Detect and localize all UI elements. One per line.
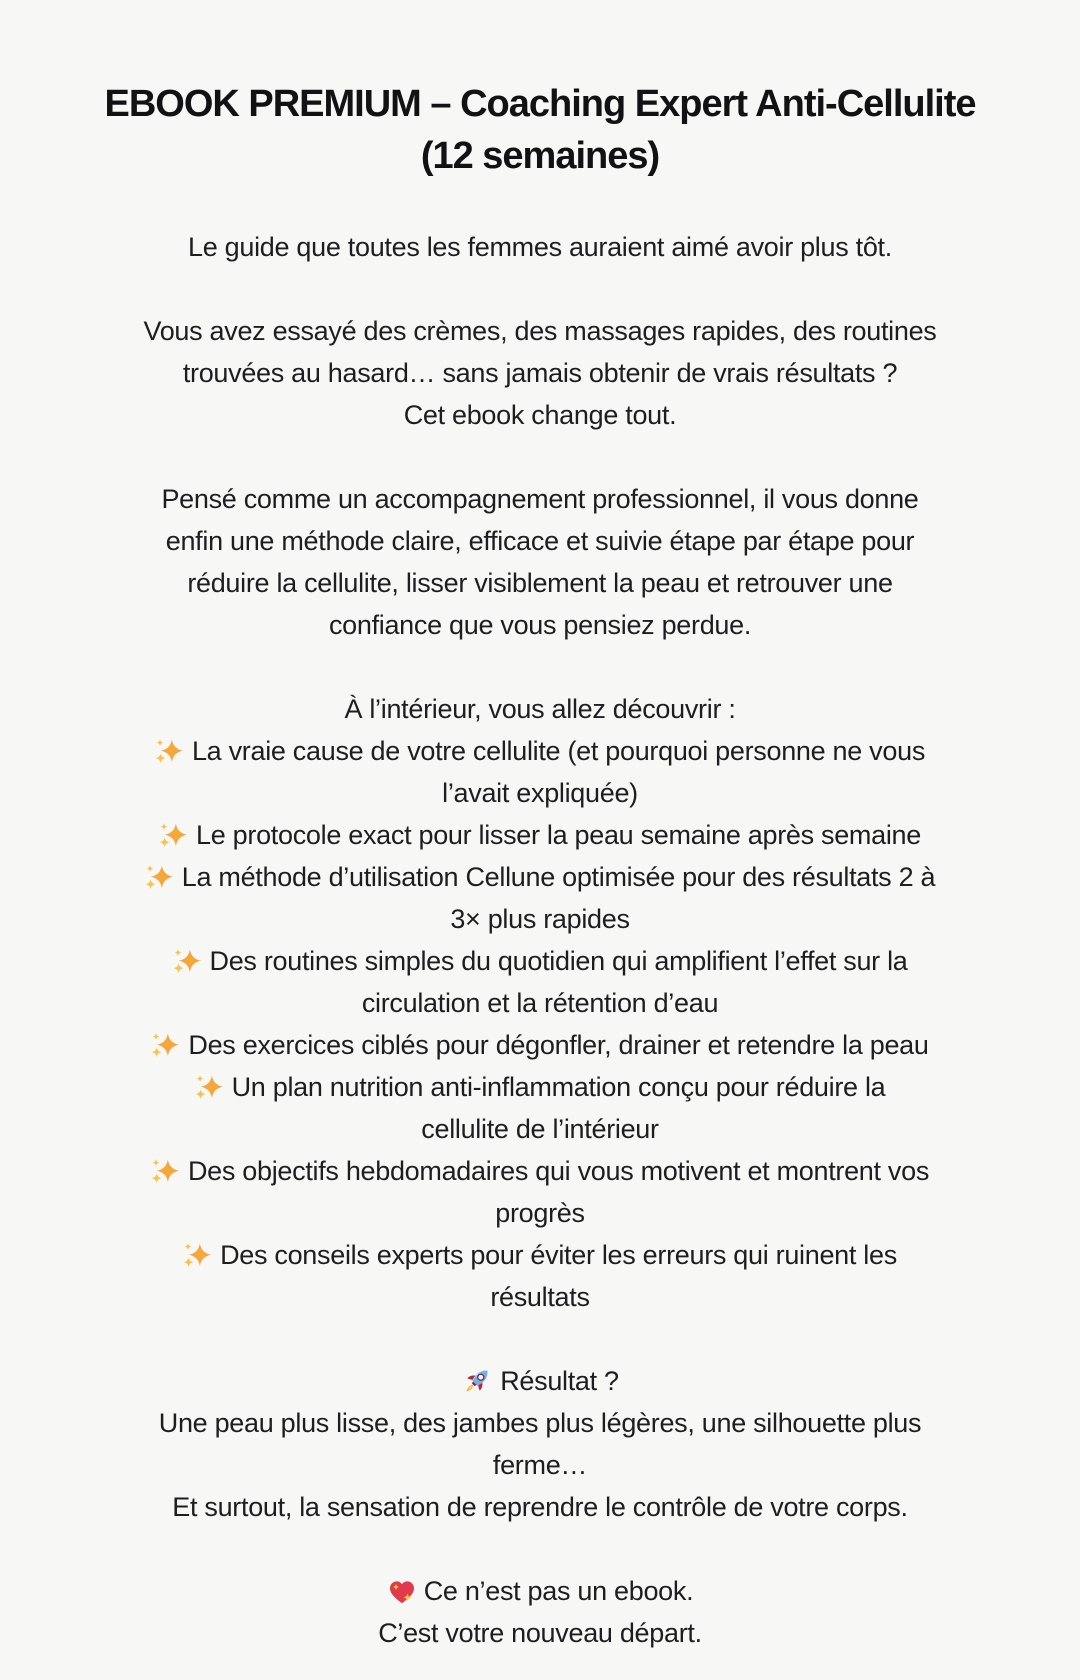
- text-line: Résultat ?: [461, 1366, 619, 1396]
- text-line: La vraie cause de votre cellulite (et pourquoi personne ne vous: [155, 736, 925, 766]
- closing-section: [50, 1570, 1030, 1654]
- result-heading: [50, 1360, 1030, 1402]
- text-line: cellulite de l’intérieur: [421, 1114, 659, 1144]
- text-line: Une peau plus lisse, des jambes plus légères, une silhouette plus: [158, 1408, 922, 1438]
- text-line: Un plan nutrition anti-inflammation conçu pour réduire la: [195, 1072, 886, 1102]
- intro-paragraph: [50, 310, 1030, 436]
- list-item: [50, 1024, 1030, 1066]
- text-line: circulation et la rétention d’eau: [361, 988, 719, 1018]
- text-line: Vous avez essayé des crèmes, des massages rapides, des routines: [143, 316, 937, 346]
- list-item: [50, 1066, 1030, 1150]
- closing-line-2: [50, 1612, 1030, 1654]
- text-line: Et surtout, la sensation de reprendre le contrôle de votre corps.: [172, 1492, 908, 1522]
- tagline: [50, 226, 1030, 268]
- text-line: Cet ebook change tout.: [403, 400, 677, 430]
- sparkles-icon: [159, 821, 189, 851]
- sparkles-icon: [155, 737, 185, 767]
- page-title: [50, 78, 1030, 182]
- text-line: Des conseils experts pour éviter les erreurs qui ruinent les: [183, 1240, 897, 1270]
- sparkles-icon: [183, 1241, 213, 1271]
- list-item: [50, 940, 1030, 1024]
- text-line: Des objectifs hebdomadaires qui vous motivent et montrent vos: [151, 1156, 929, 1186]
- method-paragraph: [50, 478, 1030, 646]
- text-line: Le guide que toutes les femmes auraient aimé avoir plus tôt.: [188, 232, 892, 262]
- text-line: progrès: [495, 1198, 585, 1228]
- text-line: réduire la cellulite, lisser visiblement la peau et retrouver une: [187, 568, 893, 598]
- text-line: ferme…: [492, 1450, 588, 1480]
- list-item: [50, 1234, 1030, 1318]
- text-line: Ce n’est pas un ebook.: [387, 1576, 694, 1606]
- result-paragraph: [50, 1402, 1030, 1528]
- text-line: La méthode d’utilisation Cellune optimisée pour des résultats 2 à: [145, 862, 935, 892]
- rocket-icon: [461, 1365, 493, 1397]
- text-line: C’est votre nouveau départ.: [378, 1618, 702, 1648]
- list-item: [50, 856, 1030, 940]
- text-line: confiance que vous pensiez perdue.: [328, 610, 752, 640]
- text-line: Des exercices ciblés pour dégonfler, drainer et retendre la peau: [151, 1030, 928, 1060]
- text-line: trouvées au hasard… sans jamais obtenir de vrais résultats ?: [182, 358, 898, 388]
- sparkles-icon: [173, 947, 203, 977]
- text-line: résultats: [490, 1282, 590, 1312]
- result-section: [50, 1360, 1030, 1528]
- sparkles-icon: [151, 1031, 181, 1061]
- text-line: Des routines simples du quotidien qui amplifient l’effet sur la: [173, 946, 908, 976]
- ebook-description-page: [50, 0, 1030, 1654]
- text-line: 3× plus rapides: [450, 904, 630, 934]
- closing-line-1: [50, 1570, 1030, 1612]
- discover-heading: [50, 688, 1030, 730]
- list-item: [50, 814, 1030, 856]
- list-item: [50, 730, 1030, 814]
- title-line-1: EBOOK PREMIUM – Coaching Expert Anti-Cellulite: [104, 83, 976, 125]
- discover-section: [50, 688, 1030, 1318]
- sparkles-icon: [195, 1073, 225, 1103]
- text-line: enfin une méthode claire, efficace et suivie étape par étape pour: [165, 526, 915, 556]
- sparkles-icon: [151, 1157, 181, 1187]
- text-line: À l’intérieur, vous allez découvrir :: [344, 694, 736, 724]
- text-line: l’avait expliquée): [442, 778, 638, 808]
- sparkles-icon: [145, 863, 175, 893]
- list-item: [50, 1150, 1030, 1234]
- text-line: Pensé comme un accompagnement professionnel, il vous donne: [161, 484, 919, 514]
- title-line-2: (12 semaines): [420, 135, 660, 177]
- sparkling-heart-icon: [387, 1577, 417, 1607]
- text-line: Le protocole exact pour lisser la peau semaine après semaine: [159, 820, 921, 850]
